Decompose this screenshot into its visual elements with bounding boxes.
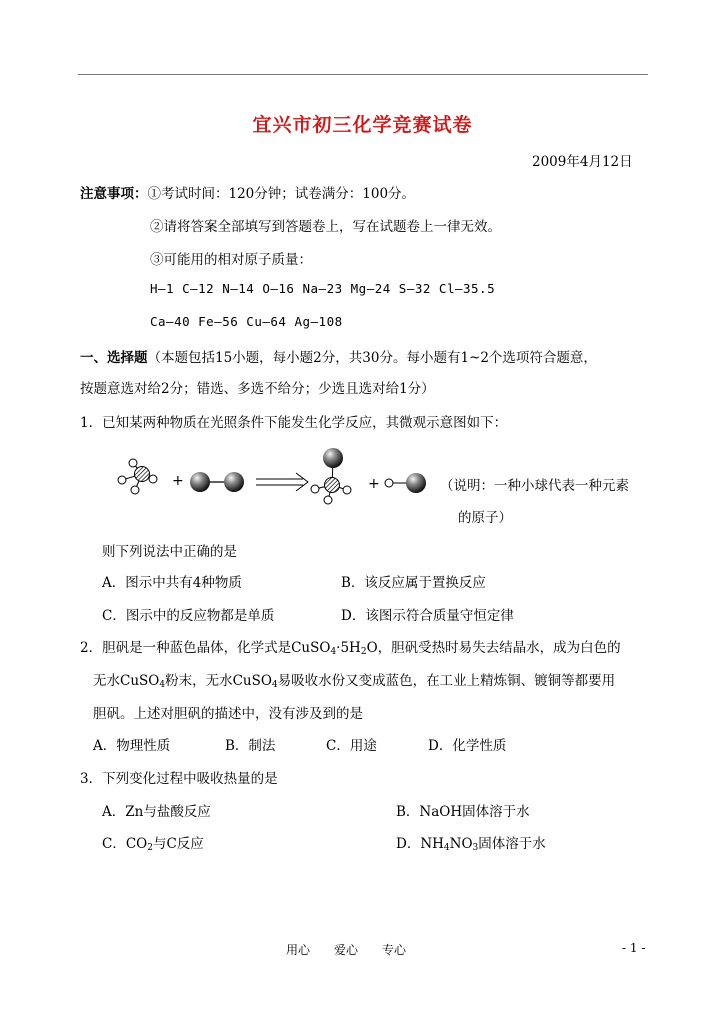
notes-label: 注意事项：: [80, 186, 148, 202]
q3-c-b: 与C反应: [152, 836, 204, 852]
q2-line-3: 胆矾。上述对胆矾的描述中，没有涉及到的是: [93, 706, 363, 722]
q2-option-b: B．制法: [225, 738, 276, 754]
q2-line-1: [80, 636, 621, 657]
q3-option-c: [102, 832, 204, 853]
note-2: ②请将答案全部填写到答题卷上，写在试题卷上一律无效。: [150, 219, 501, 235]
q3-option-d: [396, 832, 546, 853]
section-heading: [80, 346, 597, 366]
q1-stem: 1．已知某两种物质在光照条件下能发生化学反应，其微观示意图如下：: [80, 415, 508, 431]
q3-c-sub: 2: [147, 843, 153, 853]
page-title: 宜兴市初三化学竞赛试卷: [252, 114, 473, 136]
q2-line1-a: 2．胆矾是一种蓝色晶体，化学式是CuSO: [80, 640, 331, 656]
section-title: 一、选择题: [80, 350, 148, 366]
q2-line2-sub2: 4: [271, 680, 278, 690]
reactant-molecule-1: [118, 459, 157, 494]
q3-d-c: 固体溶于水: [478, 836, 546, 852]
q2-line2-b: 粉末，无水CuSO: [165, 673, 272, 689]
q3-d-sub1: 4: [443, 843, 450, 853]
reaction-diagram: [110, 440, 440, 508]
note-1: ①考试时间：120分钟；试卷满分：100分。: [147, 186, 416, 202]
q1-option-c: C．图示中的反应物都是单质: [102, 608, 275, 624]
note-3: ③可能用的相对原子质量：: [150, 252, 312, 268]
atomic-masses-line-1: H—1 C—12 N—14 O—16 Na—23 Mg—24 S—32 Cl—35.5: [150, 281, 496, 296]
header-rule: [78, 74, 648, 75]
plus-sign-2: +: [368, 476, 380, 492]
q3-option-b: B．NaOH固体溶于水: [396, 804, 530, 820]
q2-line1-b: ·5H: [336, 640, 361, 656]
q2-option-c: C．用途: [326, 738, 377, 754]
product-molecule-2: [385, 473, 426, 493]
notes-block: [80, 182, 415, 202]
plus-sign-1: +: [172, 473, 184, 489]
q3-d-a: D．NH: [396, 836, 444, 852]
section-desc-1: （本题包括15小题，每小题2分，共30分。每小题有1~2个选项符合题意，: [147, 350, 597, 366]
q1-prompt: 则下列说法中正确的是: [102, 544, 237, 560]
product-molecule-1: [311, 448, 351, 504]
q2-line2-c: 易吸收水份又变成蓝色，在工业上精炼铜、镀铜等都要用: [277, 673, 616, 689]
reaction-arrow: [256, 473, 308, 491]
q3-option-a: A．Zn与盐酸反应: [102, 804, 211, 820]
atomic-masses-line-2: Ca—40 Fe—56 Cu—64 Ag—108: [150, 314, 343, 329]
q2-line2-a: 无水CuSO: [93, 673, 160, 689]
diagram-note-1: （说明：一种小球代表一种元素: [440, 478, 629, 494]
q2-line1-c: O，胆矾受热时易失去结晶水，成为白色的: [366, 640, 621, 656]
q2-line1-sub2: 2: [360, 647, 367, 657]
q2-line2-sub1: 4: [159, 680, 166, 690]
q3-c-a: C．CO: [102, 836, 148, 852]
q2-option-a: A．物理性质: [93, 738, 171, 754]
q3-d-sub2: 3: [472, 843, 479, 853]
footer-motto: 用心 爱心 专心: [286, 943, 407, 957]
q3-d-b: NO: [449, 836, 473, 852]
q3-stem: 3．下列变化过程中吸收热量的是: [80, 771, 278, 787]
q2-option-d: D．化学性质: [428, 738, 507, 754]
q2-line1-sub1: 4: [330, 647, 337, 657]
reactant-molecule-2: [190, 472, 244, 492]
exam-date: 2009年4月12日: [532, 154, 633, 170]
diagram-note-2: 的原子）: [458, 510, 512, 526]
page-number: - 1 -: [622, 941, 646, 955]
q1-option-d: D．该图示符合质量守恒定律: [341, 608, 514, 624]
q2-line-2: [93, 669, 615, 690]
section-desc-2: 按题意选对给2分；错选、多选不给分；少选且选对给1分）: [80, 381, 435, 397]
q1-option-b: B．该反应属于置换反应: [341, 575, 486, 591]
q1-option-a: A．图示中共有4种物质: [102, 575, 242, 591]
